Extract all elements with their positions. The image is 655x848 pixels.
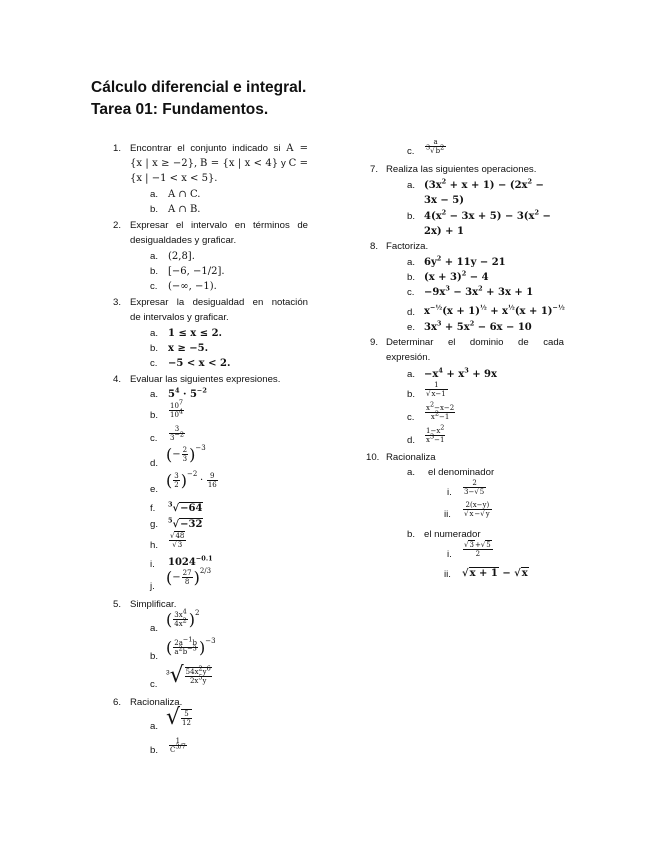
problem-4-item-h: $\frac{√48}{√3}$ [170, 532, 185, 549]
item-label: b. [150, 204, 159, 215]
problem-10-b-i: $\frac{√3+√5}{2}$ [464, 541, 491, 558]
item-label: a. [150, 251, 159, 262]
item-label: b. [150, 410, 159, 421]
item-label: a. [407, 180, 416, 191]
item-label: h. [150, 540, 159, 551]
problem-1-item-a: A ∩ C. [168, 189, 201, 200]
problem-4-item-g: $^5$√−32 [168, 516, 203, 530]
item-label: ii. [444, 509, 451, 520]
item-label: b. [150, 745, 159, 756]
page-subtitle: Tarea 01: Fundamentos. [91, 101, 269, 118]
problem-4-item-d: (− $\frac{2}{3}$ )$^{-3}$ [166, 444, 206, 464]
problem-number: 1. [113, 143, 122, 154]
problem-4-item-i: $1024^{-0.1}$ [168, 554, 213, 568]
item-label: j. [150, 581, 155, 592]
problem-1-line1: Encontrar el conjunto indicado si A = [130, 143, 308, 154]
problem-10-a-ii: $\frac{2(x-y)}{√x-√y}$ [464, 501, 490, 518]
item-label: f. [150, 503, 156, 514]
item-label: a. [407, 369, 416, 380]
problem-8-item-d: $x^{-\frac{1}{2}}(x + 1)^{\frac{1}{2}} + x^{\frac{1}{2}}(x + 1)^{-\frac{1}{2}}$ [424, 303, 565, 317]
problem-4-item-e: ( $\frac{3}{2}$ )$^{-2}$ · $\frac{9}{16}$ [166, 470, 217, 490]
item-label: a. [407, 467, 416, 478]
problem-number: 3. [113, 297, 122, 308]
item-label: b. [407, 529, 416, 540]
problem-4-item-j: (− $\frac{27}{8}$ )$^{2/3}$ [166, 567, 212, 587]
item-label: i. [447, 487, 452, 498]
problem-2-item-a: (2,8]. [168, 251, 195, 262]
problem-1-item-b: A ∩ B. [168, 204, 201, 215]
item-label: c. [407, 146, 415, 157]
problem-4-item-c: $\frac{3}{3^{-2}}$ [170, 425, 185, 442]
problem-3-item-b: x ≥ −5. [168, 343, 209, 354]
problem-9-item-a: $-x^4 + x^3 + 9x$ [424, 366, 497, 380]
problem-6-item-b: $\frac{1}{C^{3/7}}$ [170, 737, 186, 754]
item-label: c. [150, 433, 158, 444]
problem-number: 10. [366, 452, 380, 463]
item-label: b. [407, 272, 416, 283]
problem-5-line1: Simplificar. [130, 599, 177, 610]
problem-8-item-e: $3x^3 + 5x^2 - 6x - 10$ [424, 319, 532, 333]
item-label: i. [150, 559, 155, 570]
item-label: a. [150, 389, 159, 400]
item-label: e. [407, 322, 416, 333]
item-label: c. [150, 358, 158, 369]
problem-1-line3: {x | −1 < x < 5}. [130, 173, 218, 184]
item-label: c. [150, 679, 158, 690]
problem-4-item-a: $5^4 \cdot 5^{-2}$ [168, 386, 207, 400]
problem-8-item-c: $-9x^3 - 3x^2 + 3x + 1$ [424, 284, 534, 298]
problem-9-item-d: $\frac{1-x^2}{x^3-1}$ [426, 423, 445, 444]
problem-6-line1: Racionaliza. [130, 697, 183, 708]
problem-4-item-b: $\frac{10^7}{10^4}$ [170, 398, 184, 419]
problem-5-item-c: $^3$√ $\frac{54x^2y^6}{2x^5y}$ [166, 663, 211, 688]
item-label: g. [150, 519, 159, 530]
problem-5-item-b: ( $\frac{2a^{-1}b}{a^2b^{-3}}$ )$^{-3}$ [166, 635, 216, 657]
problem-4-line1: Evaluar las siguientes expresiones. [130, 374, 281, 385]
item-label: b. [407, 389, 416, 400]
problem-7-item-b-line1: $4(x^2 - 3x + 5) - 3(x^2$ − [424, 208, 551, 222]
problem-3-item-a: 1 ≤ x ≤ 2. [168, 328, 223, 339]
item-label: a. [150, 721, 159, 732]
problem-8-item-a: $6y^2 + 11y - 21$ [424, 254, 506, 268]
item-label: a. [150, 623, 159, 634]
problem-8-item-b: $(x + 3)^2 - 4$ [424, 269, 489, 283]
problem-7-item-a-line2: 3x − 5) [424, 195, 464, 206]
problem-9-item-c: $\frac{x^2-x-2}{x^2-1}$ [426, 400, 455, 421]
item-label: a. [150, 189, 159, 200]
problem-9-line1: Determinar el dominio de cada [386, 337, 564, 348]
problem-6-item-c: $\frac{a}{^3√b^2}$ [426, 138, 445, 155]
item-label: b. [407, 211, 416, 222]
item-label: a. [407, 257, 416, 268]
problem-3-line2: de intervalos y graficar. [130, 312, 229, 323]
page-title: Cálculo diferencial e integral. [91, 79, 307, 96]
item-label: c. [407, 287, 415, 298]
problem-2-line1: Expresar el intervalo en términos de [130, 220, 308, 231]
item-label: b. [150, 343, 159, 354]
problem-3-item-c: −5 < x < 2. [168, 358, 231, 369]
problem-number: 7. [370, 164, 379, 175]
item-label: a. [150, 328, 159, 339]
problem-10-line1: Racionaliza [386, 452, 436, 463]
problem-10-item-a: el denominador [428, 467, 495, 478]
problem-2-item-c: (−∞, −1). [168, 281, 217, 292]
item-label: d. [407, 435, 416, 446]
problem-2-line2: desigualdades y graficar. [130, 235, 237, 246]
problem-number: 4. [113, 374, 122, 385]
problem-4-item-f: $^3$√−64 [168, 500, 203, 514]
problem-2-item-b: [−6, −1/2]. [168, 266, 225, 277]
problem-9-line2: expresión. [386, 352, 431, 363]
item-label: i. [447, 549, 452, 560]
problem-5-item-a: ( $\frac{3x^4}{4x^2}$ )$^2$ [166, 607, 200, 629]
item-label: ii. [444, 569, 451, 580]
problem-6-item-a: √ $\frac{5}{12}$ [166, 705, 191, 730]
problem-number: 8. [370, 241, 379, 252]
item-label: c. [407, 412, 415, 423]
item-label: d. [150, 458, 159, 469]
problem-number: 6. [113, 697, 122, 708]
problem-number: 5. [113, 599, 122, 610]
problem-7-item-b-line2: 2x) + 1 [424, 226, 464, 237]
problem-8-line1: Factoriza. [386, 241, 429, 252]
item-label: b. [150, 266, 159, 277]
problem-9-item-b: $\frac{1}{√x-1}$ [426, 381, 446, 398]
problem-10-item-b: el numerador [424, 529, 481, 540]
problem-10-b-ii: √x + 1 − √x [462, 568, 528, 579]
problem-3-line1: Expresar la desigualdad en notación [130, 297, 308, 308]
problem-10-a-i: $\frac{2}{3-√5}$ [464, 479, 485, 496]
item-label: d. [407, 307, 416, 318]
item-label: c. [150, 281, 158, 292]
problem-number: 2. [113, 220, 122, 231]
problem-7-item-a-line1: $(3x^2 + x + 1) - (2x^2$ − [424, 177, 544, 191]
problem-7-line1: Realiza las siguientes operaciones. [386, 164, 537, 175]
problem-1-line2: {x | x ≥ −2}, B = {x | x < 4} y C = [130, 158, 308, 169]
problem-number: 9. [370, 337, 379, 348]
item-label: b. [150, 651, 159, 662]
item-label: e. [150, 484, 159, 495]
